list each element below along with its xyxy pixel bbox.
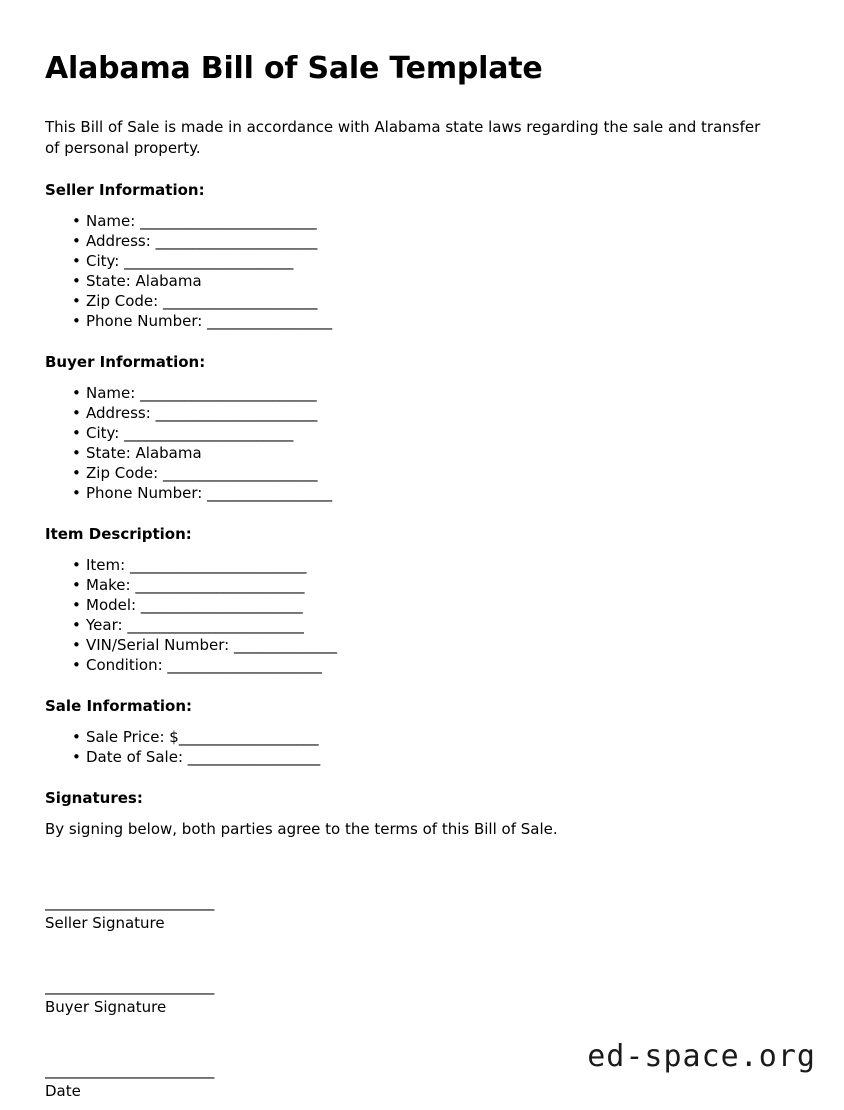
bullet-icon: • [72, 556, 81, 575]
field-label: Sale Price: $ [86, 728, 179, 747]
bullet-icon: • [72, 292, 81, 311]
bullet-icon: • [72, 464, 81, 483]
field-label: City: [86, 424, 125, 443]
bullet-icon: • [72, 484, 81, 503]
field-label: Model: [86, 596, 141, 615]
sale-information-heading: Sale Information: [45, 697, 192, 716]
item-description-list [45, 555, 799, 675]
field-label: VIN/Serial Number: [86, 636, 234, 655]
buyer-signature-line[interactable]: _______________________ [45, 977, 215, 996]
field-row-buyer-phone [45, 483, 799, 503]
bullet-icon: • [72, 312, 81, 331]
field-label: Date of Sale: [86, 748, 188, 767]
field-row-seller-state [45, 271, 799, 291]
field-blank-line[interactable]: ________________________ [140, 212, 317, 231]
bullet-icon: • [72, 596, 81, 615]
buyer-information-heading: Buyer Information: [45, 353, 206, 372]
field-label: Name: [86, 212, 141, 231]
field-blank-line[interactable]: _____________________ [167, 656, 322, 675]
field-blank-line[interactable]: _______________________ [124, 252, 294, 271]
bullet-icon: • [72, 576, 81, 595]
bullet-icon: • [72, 728, 81, 747]
field-row-buyer-city [45, 423, 799, 443]
field-label: Name: [86, 384, 141, 403]
field-row-item [45, 555, 799, 575]
field-label: City: [86, 252, 125, 271]
field-label: State: Alabama [86, 272, 202, 291]
signatures-paragraph: By signing below, both parties agree to the terms of this Bill of Sale. [45, 820, 558, 839]
field-row-seller-name [45, 211, 799, 231]
seller-signature-block [45, 892, 799, 934]
date-label: Date [45, 1082, 81, 1101]
bullet-icon: • [72, 636, 81, 655]
field-row-buyer-state [45, 443, 799, 463]
seller-signature-line[interactable]: _______________________ [45, 893, 215, 912]
field-row-seller-phone [45, 311, 799, 331]
field-blank-line[interactable]: __________________ [187, 748, 321, 767]
sale-information-list [45, 727, 799, 767]
field-blank-line[interactable]: ___________________ [178, 728, 319, 747]
seller-information-list [45, 211, 799, 331]
field-label: Address: [86, 404, 156, 423]
field-row-make [45, 575, 799, 595]
signatures-heading: Signatures: [45, 789, 143, 808]
bullet-icon: • [72, 424, 81, 443]
field-row-date-of-sale [45, 747, 799, 767]
field-label: Make: [86, 576, 136, 595]
field-row-vin [45, 635, 799, 655]
field-label: Phone Number: [86, 484, 208, 503]
field-blank-line[interactable]: _______________________ [124, 424, 294, 443]
bullet-icon: • [72, 384, 81, 403]
field-row-seller-city [45, 251, 799, 271]
document-content [45, 52, 799, 1110]
date-line[interactable]: _______________________ [45, 1061, 215, 1080]
field-blank-line[interactable]: ________________________ [129, 556, 307, 575]
field-label: Address: [86, 232, 156, 251]
bullet-icon: • [72, 232, 81, 251]
field-row-condition [45, 655, 799, 675]
field-blank-line[interactable]: _________________ [207, 312, 333, 331]
field-row-model [45, 595, 799, 615]
field-row-sale-price [45, 727, 799, 747]
field-label: Zip Code: [86, 292, 163, 311]
bullet-icon: • [72, 444, 81, 463]
field-blank-line[interactable]: _______________________ [135, 576, 305, 595]
signature-spacer [45, 858, 799, 892]
field-label: Condition: [86, 656, 168, 675]
field-blank-line[interactable]: _________________ [207, 484, 333, 503]
field-row-year [45, 615, 799, 635]
field-label: State: Alabama [86, 444, 202, 463]
site-watermark: ed-space.org [587, 1039, 816, 1074]
field-blank-line[interactable]: ______________________ [155, 232, 318, 251]
bullet-icon: • [72, 616, 81, 635]
field-label: Zip Code: [86, 464, 163, 483]
bullet-icon: • [72, 404, 81, 423]
field-row-buyer-zip [45, 463, 799, 483]
field-row-buyer-address [45, 403, 799, 423]
bullet-icon: • [72, 656, 81, 675]
page-title: Alabama Bill of Sale Template [45, 51, 543, 86]
field-row-buyer-name [45, 383, 799, 403]
field-blank-line[interactable]: _____________________ [162, 292, 318, 311]
field-blank-line[interactable]: ______________ [234, 636, 337, 655]
field-blank-line[interactable]: ________________________ [140, 384, 317, 403]
signature-spacer [45, 942, 799, 976]
bullet-icon: • [72, 748, 81, 767]
buyer-signature-label: Buyer Signature [45, 998, 167, 1017]
field-blank-line[interactable]: ______________________ [140, 596, 303, 615]
field-label: Item: [86, 556, 130, 575]
field-row-seller-address [45, 231, 799, 251]
seller-information-heading: Seller Information: [45, 181, 205, 200]
field-label: Phone Number: [86, 312, 208, 331]
field-label: Year: [86, 616, 128, 635]
field-blank-line[interactable]: _____________________ [162, 464, 318, 483]
field-row-seller-zip [45, 291, 799, 311]
buyer-information-list [45, 383, 799, 503]
bullet-icon: • [72, 212, 81, 231]
field-blank-line[interactable]: ________________________ [127, 616, 304, 635]
field-blank-line[interactable]: ______________________ [155, 404, 318, 423]
intro-paragraph: This Bill of Sale is made in accordance with Alabama state laws regarding the sale and transfer of personal property. [45, 117, 761, 157]
bullet-icon: • [72, 252, 81, 271]
seller-signature-label: Seller Signature [45, 914, 165, 933]
bullet-icon: • [72, 272, 81, 291]
buyer-signature-block [45, 976, 799, 1018]
item-description-heading: Item Description: [45, 525, 192, 544]
